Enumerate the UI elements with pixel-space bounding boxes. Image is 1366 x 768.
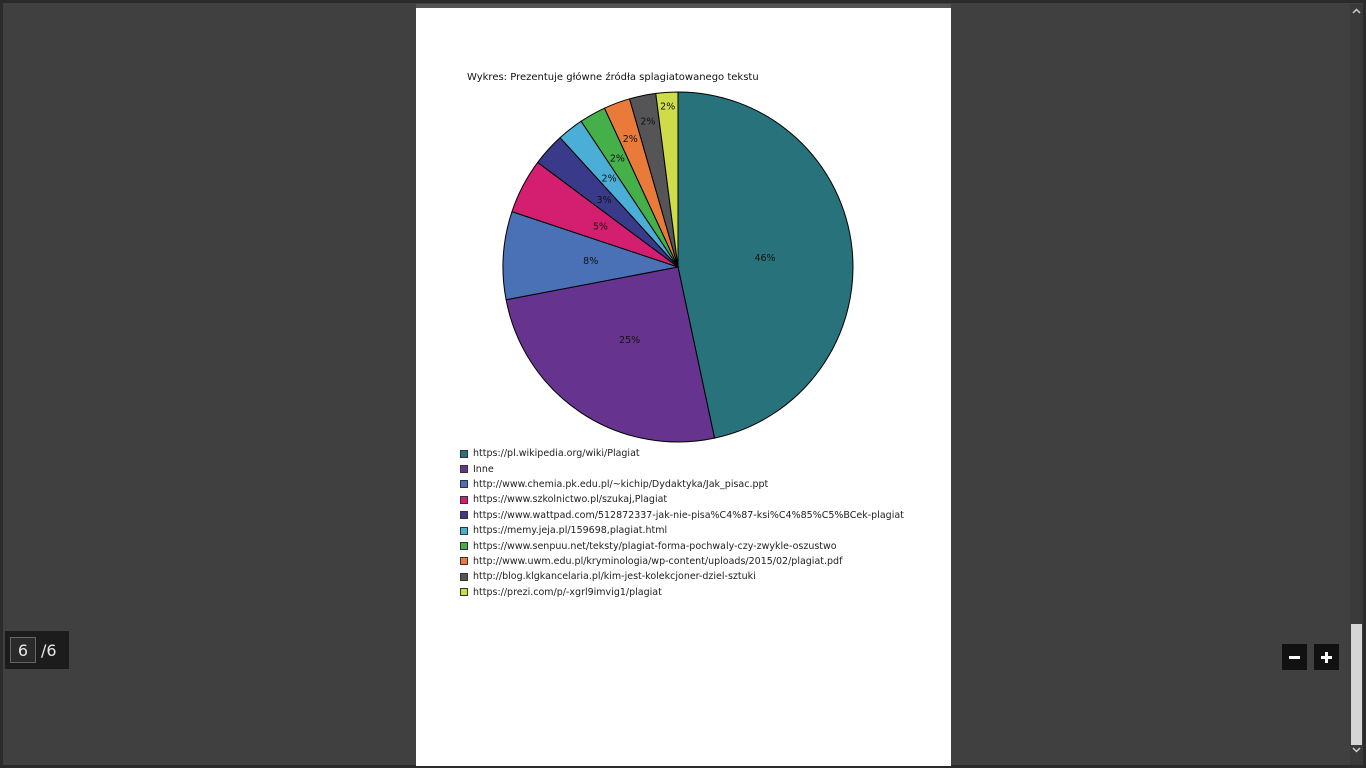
legend-swatch <box>460 496 468 504</box>
legend-swatch <box>460 465 468 473</box>
scroll-up-arrow[interactable] <box>1350 4 1363 17</box>
pie-slice-label-2: 25% <box>619 334 641 346</box>
vertical-scrollbar[interactable] <box>1350 4 1363 765</box>
legend-item-2 <box>460 461 904 476</box>
chart-legend <box>460 446 904 600</box>
legend-label: Inne <box>473 463 494 475</box>
pie-slice-label-1: 46% <box>754 252 776 264</box>
legend-item-9 <box>460 569 904 584</box>
legend-item-5 <box>460 508 904 523</box>
chart-title: Wykres: Prezentuje główne źródła splagiatowanego tekstu <box>467 72 759 83</box>
scroll-down-arrow[interactable] <box>1350 743 1363 756</box>
legend-swatch <box>460 588 468 596</box>
legend-item-4 <box>460 492 904 507</box>
legend-swatch <box>460 542 468 550</box>
legend-item-6 <box>460 523 904 538</box>
chevron-up-icon <box>1352 8 1361 14</box>
document-page <box>416 4 951 766</box>
legend-swatch <box>460 557 468 565</box>
legend-swatch <box>460 480 468 488</box>
legend-label: https://memy.jeja.pl/159698,plagiat.html <box>473 525 668 537</box>
legend-swatch <box>460 573 468 581</box>
pie-slice-label-9: 2% <box>640 116 656 128</box>
legend-item-8 <box>460 554 904 569</box>
legend-label: http://www.chemia.pk.edu.pl/~kichip/Dydaktyka/Jak_pisac.ppt <box>473 478 769 490</box>
legend-label: https://www.szkolnictwo.pl/szukaj,Plagiat <box>473 494 668 506</box>
legend-swatch <box>460 527 468 535</box>
legend-label: https://www.senpuu.net/teksty/plagiat-forma-pochwaly-czy-zwykle-oszustwo <box>473 540 837 552</box>
pie-slice-label-8: 2% <box>622 134 638 146</box>
zoom-out-button[interactable] <box>1282 644 1307 670</box>
legend-label: https://pl.wikipedia.org/wiki/Plagiat <box>473 448 640 460</box>
page-number-input[interactable] <box>10 637 36 663</box>
pie-slice-label-10: 2% <box>660 101 676 113</box>
pie-slice-label-7: 2% <box>609 153 625 165</box>
legend-swatch <box>460 511 468 519</box>
legend-label: https://prezi.com/p/-xgrl9imvig1/plagiat <box>473 586 662 598</box>
chevron-down-icon <box>1352 747 1361 753</box>
pie-slice-1 <box>678 92 853 438</box>
pie-slice-label-4: 5% <box>592 221 608 233</box>
legend-label: http://www.uwm.edu.pl/kryminologia/wp-content/uploads/2015/02/plagiat.pdf <box>473 555 843 567</box>
minus-icon <box>1288 651 1301 664</box>
scroll-thumb[interactable] <box>1351 624 1362 745</box>
legend-label: https://www.wattpad.com/512872337-jak-nie-pisa%C4%87-ksi%C4%85%C5%BCek-plagiat <box>473 509 904 521</box>
pie-slice-label-6: 2% <box>601 173 617 185</box>
page-total: /6 <box>41 640 57 660</box>
plus-icon <box>1320 651 1333 664</box>
legend-item-1 <box>460 446 904 461</box>
legend-label: http://blog.klgkancelaria.pl/kim-jest-kolekcjoner-dziel-sztuki <box>473 571 756 583</box>
legend-swatch <box>460 450 468 458</box>
page-indicator <box>5 631 69 669</box>
pie-slice-label-3: 8% <box>583 256 599 268</box>
pie-slice-label-5: 3% <box>596 195 612 206</box>
zoom-in-button[interactable] <box>1314 644 1339 670</box>
legend-item-3 <box>460 477 904 492</box>
legend-item-10 <box>460 585 904 600</box>
legend-item-7 <box>460 538 904 553</box>
pie-chart <box>416 4 951 444</box>
